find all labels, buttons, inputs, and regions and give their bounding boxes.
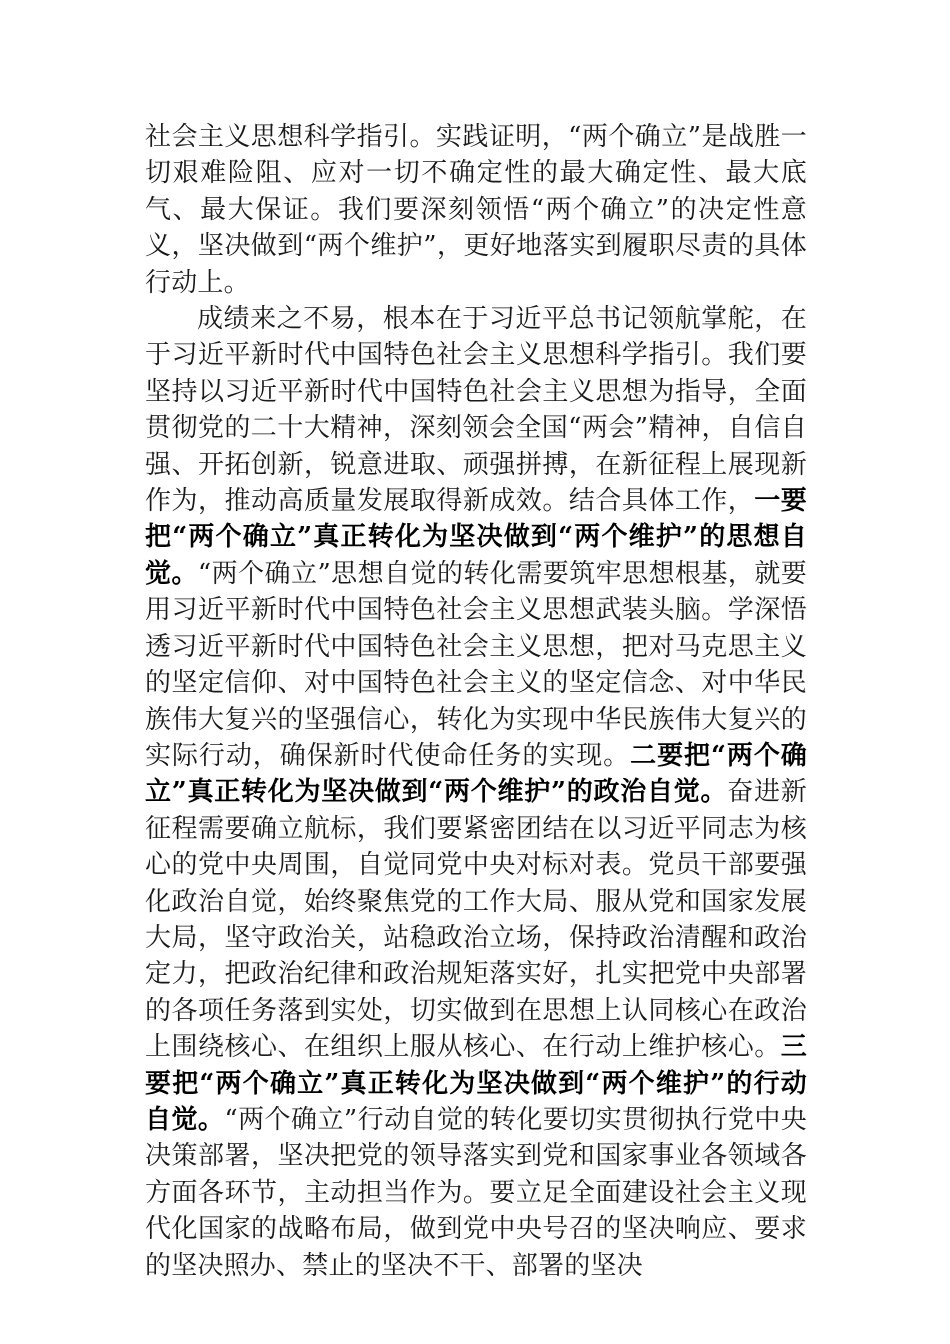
paragraph-continuation: 社会主义思想科学指引。实践证明，“两个确立”是战胜一切艰难险阻、应对一切不确定性的最大确定性、最大底气、最大保证。我们要深刻领悟“两个确立”的决定性意义，坚决做到“两个维护”，更好地落实到履职尽责的具体行动上。 [145,122,807,298]
bold-heading-three: 三要把“两个确立”真正转化为坚决做到“两个维护”的行动自觉。 [145,1032,807,1135]
bold-heading-two: 二要把“两个确立”真正转化为坚决做到“两个维护”的政治自觉。 [145,740,807,808]
bold-heading-one: 一要把“两个确立”真正转化为坚决做到“两个维护”的思想自觉。 [145,486,807,589]
text-run: “两个确立”行动自觉的转化要切实贯彻执行党中央决策部署，坚决把党的领导落实到党和国家事业各领域各方面各环节，主动担当作为。要立足全面建设社会主义现代化国家的战略布局，做到党中央号召的坚决响应、要求的坚决照办、禁止的坚决不干、部署的坚决 [145,1104,808,1281]
paragraph-main [145,301,807,1284]
text-run: 奋进新征程需要确立航标，我们要紧密团结在以习近平同志为核心的党中央周围，自觉同党中央对标对表。党员干部要强化政治自觉，始终聚焦党的工作大局、服从党和国家发展大局，坚守政治关，站稳政治立场，保持政治清醒和政治定力，把政治纪律和政治规矩落实好，扎实把党中央部署的各项任务落到实处，切实做到在思想上认同核心在政治上围绕核心、在组织上服从核心、在行动上维护核心。 [145,777,807,1063]
body-text [145,119,807,1284]
text-run: 成绩来之不易，根本在于习近平总书记领航掌舵，在于习近平新时代中国特色社会主义思想科学指引。我们要坚持以习近平新时代中国特色社会主义思想为指导，全面贯彻党的二十大精神，深刻领会全国“两会”精神，自信自强、开拓创新，锐意进取、顽强拼搏，在新征程上展现新作为，推动高质量发展取得新成效。结合具体工作， [145,304,807,517]
text-run: “两个确立”思想自觉的转化需要筑牢思想根基，就要用习近平新时代中国特色社会主义思想武装头脑。学深悟透习近平新时代中国特色社会主义思想，把对马克思主义的坚定信仰、对中国特色社会主义的坚定信念、对中华民族伟大复兴的坚强信心，转化为实现中华民族伟大复兴的实际行动，确保新时代使命任务的实现。 [145,558,807,771]
